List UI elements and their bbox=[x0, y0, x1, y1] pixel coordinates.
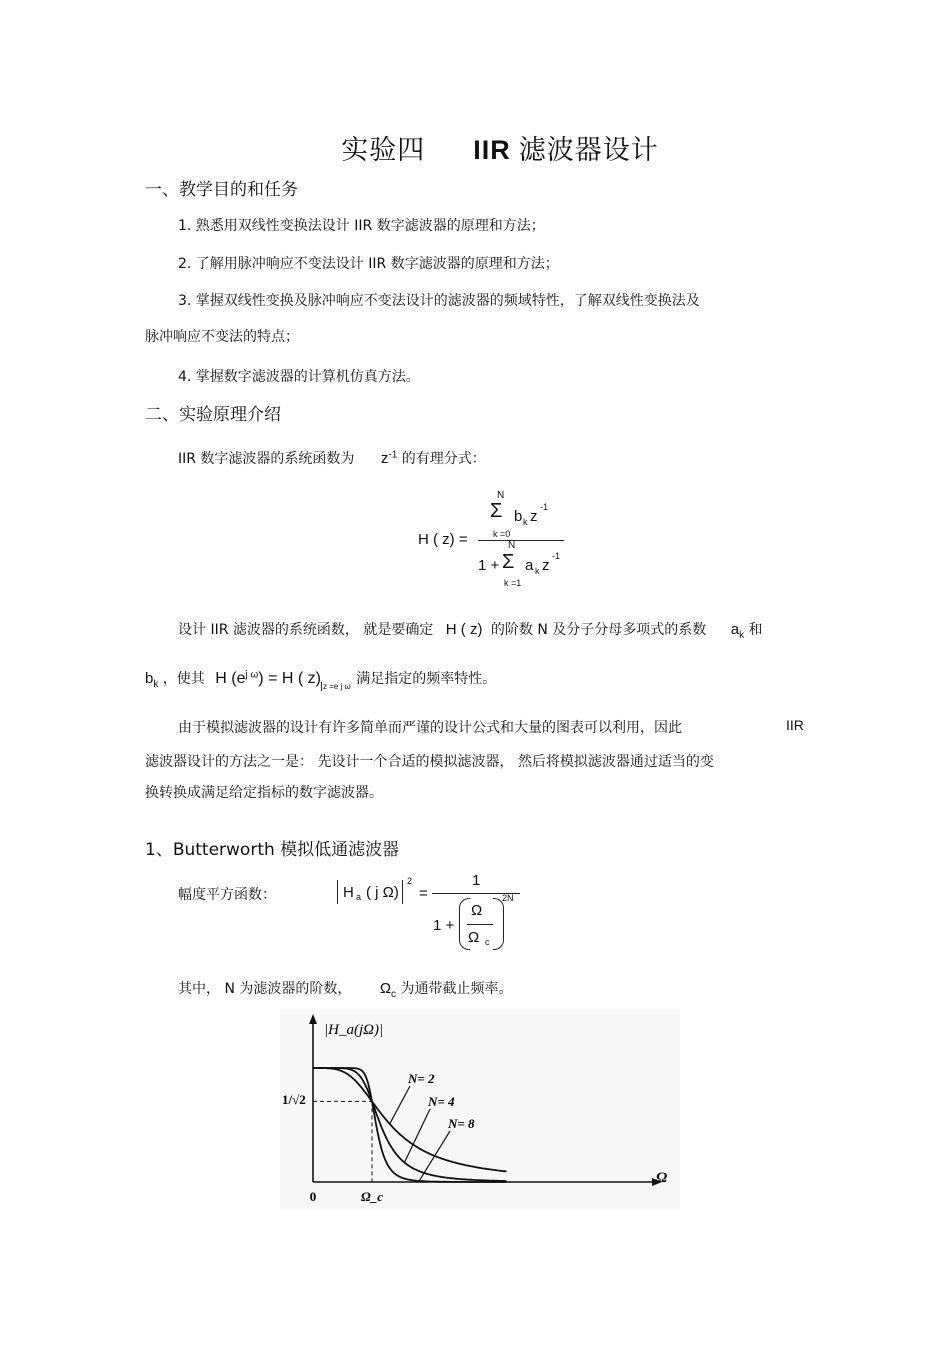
series-label-n4: N= 4 bbox=[428, 1094, 455, 1109]
where-line bbox=[178, 978, 513, 1000]
where-omega: Ω bbox=[379, 980, 392, 997]
design-text-b: 的阶数 N 及分子分母多项式的系数 bbox=[490, 622, 707, 638]
x-tick-omega-c: Ω_c bbox=[361, 1189, 383, 1204]
intro-z: z bbox=[380, 450, 389, 467]
magnitude-label: 幅度平方函数： bbox=[178, 887, 276, 903]
formula-num-k: k bbox=[523, 517, 528, 527]
inner-fraction-bar bbox=[467, 924, 493, 925]
series-label-n8: N= 8 bbox=[448, 1116, 475, 1131]
mag-h: H bbox=[343, 884, 354, 901]
eq-sub: z =e j ω bbox=[322, 682, 351, 691]
y-tick-inv-sqrt2: 1/√2 bbox=[282, 1092, 306, 1107]
abs-bar-right bbox=[402, 880, 403, 904]
title-iir: IIR bbox=[473, 135, 511, 165]
page-title bbox=[0, 128, 950, 167]
y-axis-label: |H_a(jΩ)| bbox=[324, 1022, 384, 1038]
mag-omegac: Ω bbox=[468, 929, 480, 946]
where-text-a: 其中， N 为滤波器的阶数， bbox=[178, 981, 352, 997]
mag-a: a bbox=[356, 892, 362, 902]
design-hz: H ( z) bbox=[445, 621, 483, 638]
butterworth-heading: 1、Butterworth 模拟低通滤波器 bbox=[145, 840, 400, 860]
formula-num-sigma: Σ bbox=[490, 500, 503, 522]
list-item: 脉冲响应不变法的特点； bbox=[145, 329, 299, 345]
eq-jw: j ω bbox=[245, 669, 259, 681]
mag-2n: 2N bbox=[502, 893, 514, 903]
eq-mid: ) = H ( z) bbox=[258, 670, 321, 687]
butterworth-chart bbox=[280, 1010, 680, 1210]
abs-bar-left bbox=[337, 880, 338, 904]
mag-sq: 2 bbox=[407, 876, 413, 886]
formula-den-a: a bbox=[525, 557, 534, 574]
formula-den-one: 1 + bbox=[478, 557, 500, 574]
design-he: 和 bbox=[748, 622, 763, 638]
bk-sub: k bbox=[153, 678, 159, 690]
mag-omega: Ω bbox=[471, 902, 483, 919]
formula-num-b: b bbox=[514, 508, 523, 525]
intro-sup: -1 bbox=[388, 449, 398, 461]
formula-num-limit: k =0 bbox=[493, 529, 511, 539]
mag-eq: = bbox=[419, 885, 428, 902]
eq-right: 满足指定的频率特性。 bbox=[356, 671, 497, 687]
mag-one: 1 bbox=[472, 872, 481, 889]
formula-num-z: z bbox=[530, 508, 538, 525]
x-axis-label: Ω bbox=[656, 1170, 668, 1186]
intro-text: IIR 数字滤波器的系统函数为 bbox=[178, 451, 355, 467]
formula-den-n: N bbox=[508, 540, 516, 551]
formula-den-z: z bbox=[542, 557, 550, 574]
list-item: 3. 掌握双线性变换及脉冲响应不变法设计的滤波器的频域特性，了解双线性变换法及 bbox=[178, 293, 700, 309]
eq-left: H (e bbox=[215, 670, 246, 687]
title-suffix: 滤波器设计 bbox=[518, 135, 659, 166]
intro-text-b: 的有理分式： bbox=[401, 451, 486, 467]
design-ak-sub: k bbox=[739, 629, 745, 641]
bk-text: ，使其 bbox=[162, 671, 205, 687]
formula-num-n: N bbox=[497, 490, 505, 501]
where-text-b: 为通带截止频率。 bbox=[400, 981, 513, 997]
list-item: 2. 了解用脉冲响应不变法设计 IIR 数字滤波器的原理和方法； bbox=[178, 256, 559, 272]
x-tick-0: 0 bbox=[309, 1189, 317, 1204]
section1-heading: 一、教学目的和任务 bbox=[145, 180, 298, 200]
series-label-n2: N= 2 bbox=[408, 1071, 435, 1086]
formula-den-limit: k =1 bbox=[504, 578, 522, 588]
formula-den-k: k bbox=[535, 566, 540, 576]
design-line bbox=[178, 619, 763, 641]
formula-lhs: H ( z) = bbox=[418, 531, 468, 548]
where-c: c bbox=[391, 988, 397, 1000]
design-ak: a bbox=[730, 621, 740, 638]
para2-iir: IIR bbox=[786, 717, 804, 733]
formula-den-exp: -1 bbox=[552, 551, 561, 561]
para2-line1: 由于模拟滤波器的设计有许多简单而严谨的设计公式和大量的图表可以利用，因此 bbox=[178, 720, 682, 736]
para2-line2: 滤波器设计的方法之一是： 先设计一个合适的模拟滤波器， 然后将模拟滤波器通过适当的变 bbox=[145, 754, 714, 770]
para2-line3: 换转换成满足给定指标的数字滤波器。 bbox=[145, 785, 383, 801]
intro-line bbox=[178, 448, 486, 468]
formula-num-exp: -1 bbox=[540, 502, 549, 512]
mag-den-one: 1 + bbox=[433, 917, 455, 934]
paren-right bbox=[493, 898, 504, 950]
list-item: 4. 掌握数字滤波器的计算机仿真方法。 bbox=[178, 369, 420, 385]
bk: b bbox=[145, 670, 154, 687]
design-text-a: 设计 IIR 滤波器的系统函数， 就是要确定 bbox=[178, 622, 434, 638]
fraction-bar bbox=[478, 540, 564, 541]
condition-line bbox=[145, 668, 496, 691]
mag-arg: ( j Ω) bbox=[366, 884, 399, 901]
list-item: 1. 熟悉用双线性变换法设计 IIR 数字滤波器的原理和方法； bbox=[178, 218, 545, 234]
title-prefix: 实验四 bbox=[341, 135, 426, 166]
section2-heading: 二、实验原理介绍 bbox=[145, 405, 281, 425]
formula-den-sigma: Σ bbox=[502, 551, 515, 573]
mag-c: c bbox=[485, 937, 490, 947]
